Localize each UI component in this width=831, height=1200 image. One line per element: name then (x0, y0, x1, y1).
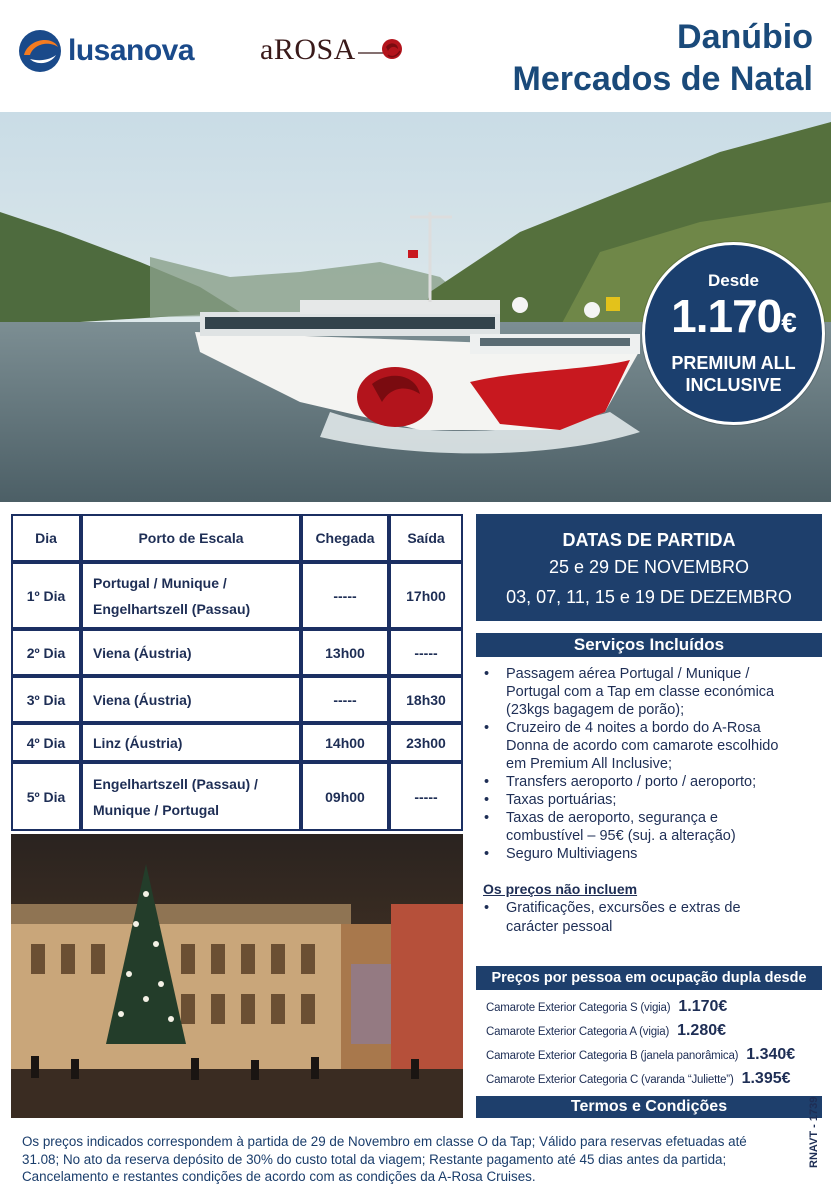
departure-cell: 17h00 (389, 562, 463, 629)
price-row (486, 1022, 822, 1046)
list-item: • Transfers aeroporto / porto / aeroporto; (482, 773, 822, 791)
departure-dates-november: 25 e 29 DE NOVEMBRO (548, 557, 750, 577)
price-row (486, 1070, 822, 1094)
cabin-label: Camarote Exterior Categoria C (varanda “Juliette”) (486, 1074, 734, 1086)
price-badge-amount: 1.170€ (671, 290, 796, 342)
departure-cell: ----- (389, 762, 463, 831)
not-included-heading: Os preços não incluem (483, 881, 638, 897)
lusanova-logo-icon (18, 29, 62, 73)
arrival-cell: 14h00 (301, 723, 389, 762)
terms-line-1: Os preços indicados correspondem à partida de 29 de Novembro em classe O da Tap; Válido para reservas efetuadas até (22, 1134, 747, 1149)
grand-place-christmas-image (11, 834, 463, 1118)
lusanova-wordmark: lusanova (68, 34, 195, 67)
departure-cell: ----- (389, 629, 463, 676)
title-line-2: Mercados de Natal (512, 60, 813, 98)
table-row (11, 676, 463, 723)
cabin-price: 1.280€ (677, 1022, 727, 1039)
port-cell: Linz (Áustria) (81, 723, 301, 762)
list-item: • Seguro Multiviagens (482, 845, 822, 863)
cabin-price: 1.395€ (741, 1070, 791, 1087)
day-cell: 4º Dia (11, 723, 81, 762)
price-badge (642, 242, 825, 425)
cabin-label: Camarote Exterior Categoria B (janela panorâmica) (486, 1050, 739, 1062)
day-cell: 5º Dia (11, 762, 81, 831)
price-badge-line-1: PREMIUM ALL (671, 353, 796, 373)
table-row (11, 562, 463, 629)
arosa-logo[interactable] (260, 30, 404, 70)
price-row (486, 998, 822, 1022)
price-badge-line-2: INCLUSIVE (685, 375, 782, 395)
arrival-cell: ----- (301, 562, 389, 629)
price-row (486, 1046, 822, 1070)
price-badge-from: Desde (707, 271, 760, 290)
lusanova-logo[interactable] (18, 28, 194, 74)
departure-dates-box (476, 514, 822, 621)
list-item: • Gratificações, excursões e extras de carácter pessoal (482, 899, 822, 937)
table-row (11, 762, 463, 831)
departure-cell: 23h00 (389, 723, 463, 762)
itinerary-table (11, 514, 463, 831)
header-arrival: Chegada (301, 514, 389, 562)
table-row (11, 629, 463, 676)
services-included-list (482, 665, 822, 863)
list-item: • Taxas de aeroporto, segurança e combustível – 95€ (suj. a alteração) (482, 809, 822, 845)
day-cell: 3º Dia (11, 676, 81, 723)
port-cell: Portugal / Munique / Engelhartszell (Passau) (81, 562, 301, 629)
not-included-list (482, 899, 822, 937)
cabin-label: Camarote Exterior Categoria A (vigia) (486, 1026, 670, 1038)
list-item: • Passagem aérea Portugal / Munique / Portugal com a Tap em classe económica (23kgs bagagem de porão); (482, 665, 822, 719)
arosa-wordmark: aROSA (260, 33, 356, 66)
hero-cruise-photo (0, 112, 831, 502)
page-title (513, 16, 813, 100)
rose-icon (358, 35, 404, 65)
port-cell: Viena (Áustria) (81, 629, 301, 676)
title-line-1: Danúbio (677, 18, 813, 56)
license-number: RNAVT - 1739 (808, 1096, 820, 1168)
services-included-heading: Serviços Incluídos (476, 633, 822, 657)
terms-text (22, 1133, 782, 1186)
table-row (11, 723, 463, 762)
christmas-market-photo (11, 834, 463, 1118)
day-cell: 1º Dia (11, 562, 81, 629)
list-item: • Cruzeiro de 4 noites a bordo do A-Rosa Donna de acordo com camarote escolhido em Premium All Inclusive; (482, 719, 822, 773)
cabin-price: 1.170€ (678, 998, 728, 1015)
header-day: Dia (11, 514, 81, 562)
departure-dates-title: DATAS DE PARTIDA (562, 530, 736, 550)
port-cell: Engelhartszell (Passau) / Munique / Portugal (81, 762, 301, 831)
cabin-price: 1.340€ (746, 1046, 796, 1063)
arrival-cell: ----- (301, 676, 389, 723)
departure-dates-december: 03, 07, 11, 15 e 19 DE DEZEMBRO (506, 587, 792, 607)
day-cell: 2º Dia (11, 629, 81, 676)
prices-list (486, 998, 822, 1094)
header-port: Porto de Escala (81, 514, 301, 562)
list-item: • Taxas portuárias; (482, 791, 822, 809)
arrival-cell: 13h00 (301, 629, 389, 676)
departure-cell: 18h30 (389, 676, 463, 723)
cabin-label: Camarote Exterior Categoria S (vigia) (486, 1002, 671, 1014)
prices-heading: Preços por pessoa em ocupação dupla desde (476, 966, 822, 990)
header-departure: Saída (389, 514, 463, 562)
page-header (0, 0, 831, 112)
terms-line-2: 31.08; No ato da reserva depósito de 30% do custo total da viagem; Restante pagamento até 45 dias antes da partida; (22, 1151, 727, 1167)
arrival-cell: 09h00 (301, 762, 389, 831)
port-cell: Viena (Áustria) (81, 676, 301, 723)
terms-line-3: Cancelamento e restantes condições de acordo com as condições da A-Rosa Cruises. (22, 1169, 536, 1184)
right-column (476, 514, 822, 1115)
itinerary-header-row (11, 514, 463, 562)
terms-heading: Termos e Condições (476, 1096, 822, 1118)
